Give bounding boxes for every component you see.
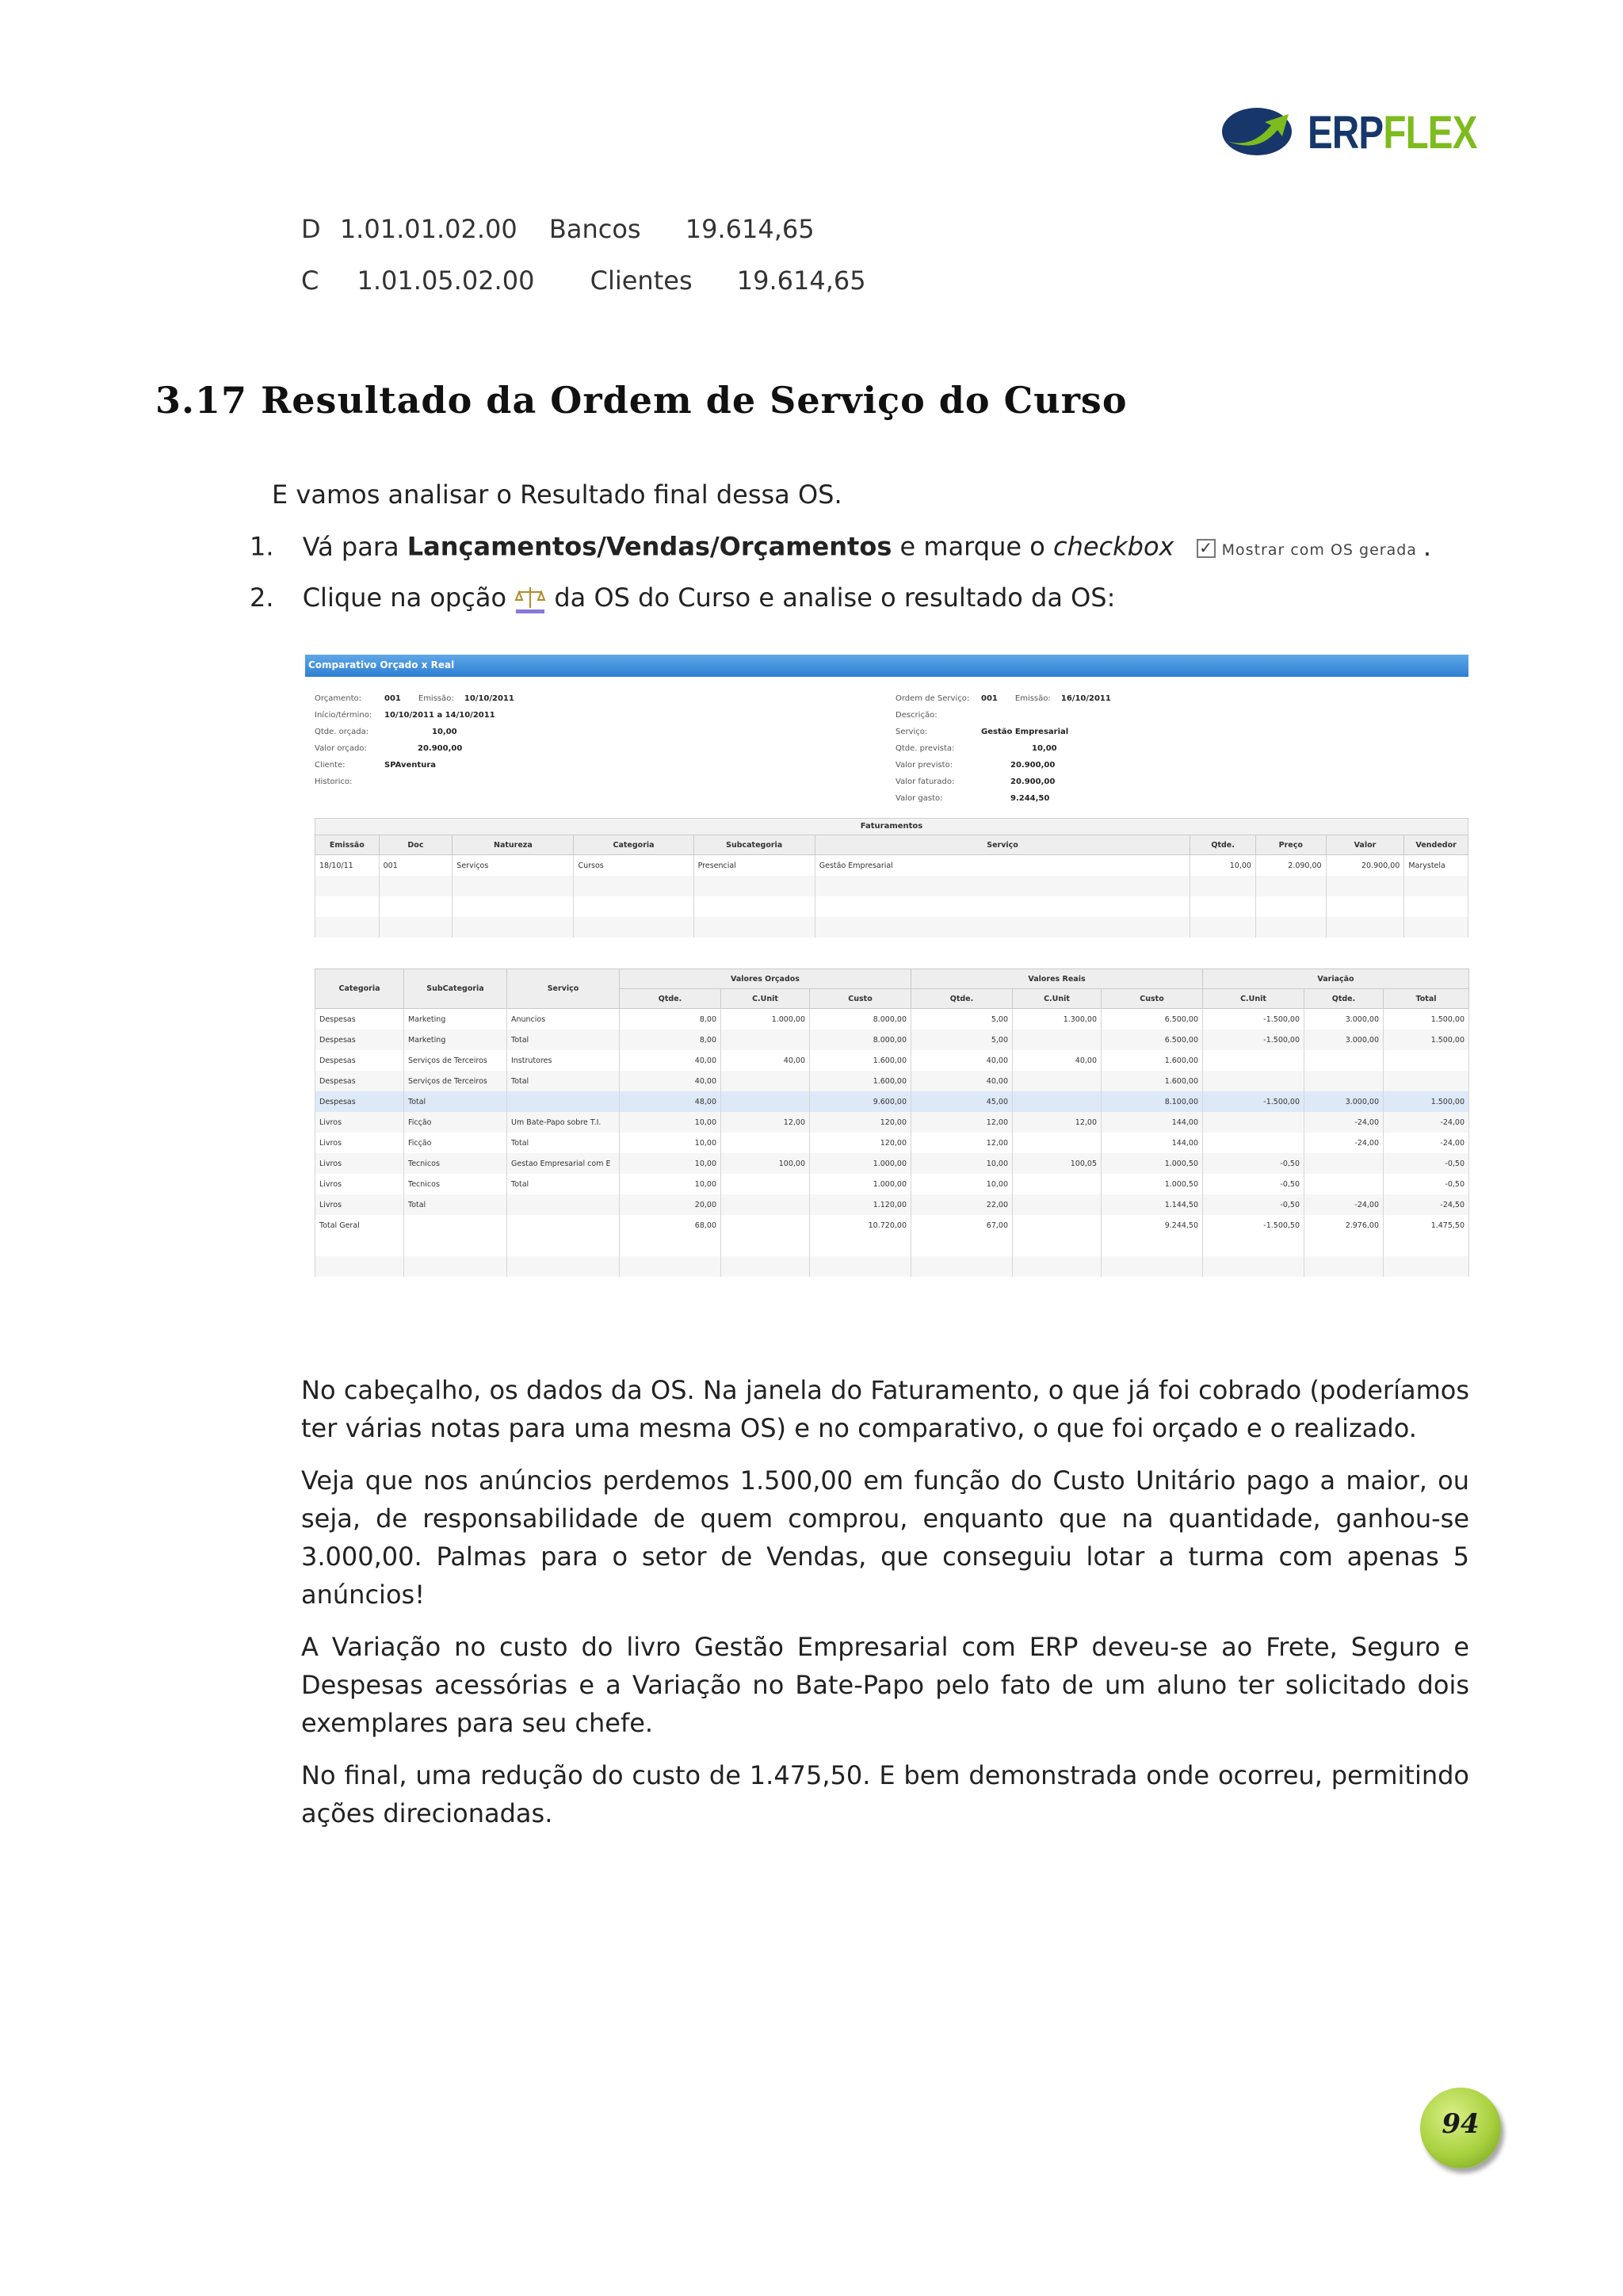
service-order-header: Ordem de Serviço: 001 Emissão: 16/10/2011 Descrição: Serviço: Gestão Empresarial Qtde. prevista: 10,00 Valor previsto: 20.900,00 Valor faturado: 20.900,00 Valor gasto: 9.244,50 — [896, 694, 1111, 803]
checkbox-checked-icon: ✓ — [1197, 539, 1216, 558]
table-cell: 1.600,00 — [1102, 1071, 1203, 1091]
section-heading: 3.17 Resultado da Ordem de Serviço do Curso — [155, 379, 1128, 422]
table-cell: Total — [507, 1071, 620, 1091]
table-cell: -24,50 — [1384, 1194, 1469, 1215]
comparativo-screenshot — [305, 655, 1468, 1312]
table-cell — [1304, 1153, 1384, 1174]
table-cell: -1.500,50 — [1203, 1215, 1304, 1236]
swoosh-icon — [1220, 101, 1300, 159]
paragraph: A Variação no custo do livro Gestão Empresarial com ERP deveu-se ao Frete, Seguro e Despesas acessórias e a Variação no Bate-Papo pelo fato de um aluno ter solicitado dois exemplares para seu chefe. — [301, 1632, 1469, 1738]
explanation-text — [301, 1371, 1469, 1847]
table-row[interactable] — [315, 1009, 1469, 1030]
logo-wordmark: ERPFLEX — [1308, 107, 1477, 159]
table-cell: 1.600,00 — [810, 1050, 911, 1071]
table-cell: 1.000,00 — [810, 1174, 911, 1194]
table-cell: 5,00 — [911, 1030, 1013, 1050]
table-cell — [1203, 1133, 1304, 1153]
column-header[interactable]: C.Unit — [1013, 989, 1102, 1009]
table-cell: 1.000,50 — [1102, 1153, 1203, 1174]
budget-header: Orçamento: 001 Emissão: 10/10/2011 Início/término: 10/10/2011 a 14/10/2011 Qtde. orçada: 10,00 Valor orçado: 20.900,00 Cliente: SPAventura Historico: — [315, 694, 514, 786]
table-cell — [404, 1215, 507, 1236]
table-cell: Total Geral — [315, 1215, 404, 1236]
empty-row — [315, 876, 1468, 896]
table-cell: 3.000,00 — [1304, 1009, 1384, 1030]
column-header[interactable]: C.Unit — [721, 989, 810, 1009]
group-header: Valores Reais — [911, 969, 1203, 989]
entry-side: D — [301, 214, 321, 244]
empty-row — [315, 917, 1468, 938]
table-cell: Serviços de Terceiros — [404, 1071, 507, 1091]
table-cell — [1384, 1071, 1469, 1091]
table-row[interactable] — [315, 1133, 1469, 1153]
table-cell: 3.000,00 — [1304, 1030, 1384, 1050]
table-cell — [1304, 1174, 1384, 1194]
table-cell: 12,00 — [911, 1133, 1013, 1153]
table-row[interactable]: 18/10/11 001 Serviços Cursos Presencial Gestão Empresarial 10,00 2.090,00 20.900,00 Marystela — [315, 855, 1468, 877]
table-cell: 9.600,00 — [810, 1091, 911, 1112]
group-header-row — [315, 969, 1469, 989]
table-cell: Ficção — [404, 1133, 507, 1153]
table-cell: 10,00 — [620, 1153, 721, 1174]
column-header[interactable]: Natureza — [453, 835, 574, 855]
table-cell: 100,05 — [1013, 1153, 1102, 1174]
table-cell: 68,00 — [620, 1215, 721, 1236]
table-cell: Despesas — [315, 1050, 404, 1071]
table-cell: -0,50 — [1384, 1153, 1469, 1174]
table-cell: Livros — [315, 1112, 404, 1133]
table-cell: 48,00 — [620, 1091, 721, 1112]
table-cell: 1.475,50 — [1384, 1215, 1469, 1236]
table-cell: 1.000,50 — [1102, 1174, 1203, 1194]
table-cell: 1.500,00 — [1384, 1009, 1469, 1030]
comparativo-table — [315, 968, 1469, 1277]
table-row[interactable] — [315, 1194, 1469, 1215]
table-cell: Instrutores — [507, 1050, 620, 1071]
faturamentos-header-row — [315, 835, 1468, 855]
table-row[interactable] — [315, 1215, 1469, 1236]
table-cell: Tecnicos — [404, 1174, 507, 1194]
table-cell — [1203, 1112, 1304, 1133]
table-cell: 20,00 — [620, 1194, 721, 1215]
table-cell: 144,00 — [1102, 1112, 1203, 1133]
empty-row — [315, 896, 1468, 917]
table-cell: 45,00 — [911, 1091, 1013, 1112]
column-header[interactable]: Qtde. — [911, 989, 1013, 1009]
table-cell — [721, 1071, 810, 1091]
table-cell: 1.120,00 — [810, 1194, 911, 1215]
table-cell: Marketing — [404, 1030, 507, 1050]
table-cell: Gestao Empresarial com E — [507, 1153, 620, 1174]
faturamentos-title: Faturamentos — [315, 818, 1468, 835]
table-cell — [721, 1215, 810, 1236]
table-cell: 8.000,00 — [810, 1009, 911, 1030]
table-cell: 40,00 — [620, 1050, 721, 1071]
empty-row — [315, 1236, 1469, 1256]
table-cell: 1.600,00 — [810, 1071, 911, 1091]
column-header[interactable]: Categoria — [315, 969, 404, 1009]
paragraph: No final, uma redução do custo de 1.475,50. E bem demonstrada onde ocorreu, permitindo ações direcionadas. — [301, 1760, 1469, 1828]
group-header: Variação — [1203, 969, 1469, 989]
table-cell: 8.100,00 — [1102, 1091, 1203, 1112]
table-cell: 10,00 — [911, 1153, 1013, 1174]
column-header[interactable]: Serviço — [507, 969, 620, 1009]
entry-value: 19.614,65 — [736, 266, 866, 296]
table-cell — [1304, 1050, 1384, 1071]
table-cell — [1013, 1071, 1102, 1091]
table-cell: 120,00 — [810, 1133, 911, 1153]
table-cell — [1304, 1071, 1384, 1091]
intro-text: E vamos analisar o Resultado final dessa OS. — [272, 479, 842, 510]
table-cell — [1203, 1050, 1304, 1071]
column-header[interactable]: Doc — [379, 835, 453, 855]
table-cell: 67,00 — [911, 1215, 1013, 1236]
table-cell — [1013, 1194, 1102, 1215]
table-cell: Total — [507, 1174, 620, 1194]
table-cell: 40,00 — [911, 1050, 1013, 1071]
table-cell: Serviços de Terceiros — [404, 1050, 507, 1071]
table-cell: Total — [404, 1091, 507, 1112]
entry-value: 19.614,65 — [685, 214, 815, 244]
table-cell: 40,00 — [721, 1050, 810, 1071]
column-header[interactable]: Valor — [1326, 835, 1404, 855]
table-cell: 6.500,00 — [1102, 1030, 1203, 1050]
table-row[interactable] — [315, 1174, 1469, 1194]
table-cell: 10,00 — [911, 1174, 1013, 1194]
table-cell: 10,00 — [620, 1133, 721, 1153]
table-cell: 3.000,00 — [1304, 1091, 1384, 1112]
entry-name: Clientes — [590, 266, 693, 296]
window-title-bar: Comparativo Orçado x Real — [305, 655, 1468, 677]
entry-account: 1.01.05.02.00 — [357, 266, 535, 296]
column-header[interactable]: Custo — [810, 989, 911, 1009]
column-header[interactable]: Total — [1384, 989, 1469, 1009]
table-cell: 10,00 — [620, 1174, 721, 1194]
table-cell: Livros — [315, 1153, 404, 1174]
table-cell: 1.144,50 — [1102, 1194, 1203, 1215]
step-number: 1. — [250, 531, 274, 562]
entry-account: 1.01.01.02.00 — [339, 214, 517, 244]
page-number-badge — [1420, 2088, 1501, 2168]
group-header: Valores Orçados — [620, 969, 911, 989]
table-cell: Tecnicos — [404, 1153, 507, 1174]
table-cell: Despesas — [315, 1009, 404, 1030]
erpflex-logo — [1220, 101, 1477, 159]
table-cell: -24,00 — [1304, 1194, 1384, 1215]
table-cell: -1.500,00 — [1203, 1009, 1304, 1030]
table-cell: Total — [404, 1194, 507, 1215]
menu-path: Lançamentos/Vendas/Orçamentos — [407, 531, 892, 562]
table-cell: Despesas — [315, 1091, 404, 1112]
step-1: 1. Vá para Lançamentos/Vendas/Orçamentos e marque o checkbox ✓ Mostrar com OS gerada . — [250, 527, 1431, 569]
table-cell: -1.500,00 — [1203, 1091, 1304, 1112]
table-cell — [1013, 1091, 1102, 1112]
table-cell — [1013, 1030, 1102, 1050]
table-cell: Ficção — [404, 1112, 507, 1133]
table-cell: 12,00 — [911, 1112, 1013, 1133]
ledger-entry-credit — [301, 266, 866, 296]
table-cell — [721, 1194, 810, 1215]
table-cell: 6.500,00 — [1102, 1009, 1203, 1030]
entry-side: C — [301, 266, 319, 296]
table-cell: Despesas — [315, 1030, 404, 1050]
table-cell — [721, 1133, 810, 1153]
column-header[interactable]: Qtde. — [1190, 835, 1256, 855]
table-cell: 8,00 — [620, 1030, 721, 1050]
table-cell: 144,00 — [1102, 1133, 1203, 1153]
column-header[interactable]: Subcategoria — [693, 835, 815, 855]
table-cell: Anuncios — [507, 1009, 620, 1030]
table-cell: 2.976,00 — [1304, 1215, 1384, 1236]
table-cell — [1013, 1174, 1102, 1194]
table-cell: 5,00 — [911, 1009, 1013, 1030]
table-cell: 22,00 — [911, 1194, 1013, 1215]
empty-row — [315, 1256, 1469, 1277]
table-cell: 40,00 — [1013, 1050, 1102, 1071]
table-cell: 1.500,00 — [1384, 1091, 1469, 1112]
faturamentos-table — [315, 835, 1468, 938]
table-row[interactable] — [315, 1112, 1469, 1133]
table-cell: -24,00 — [1304, 1112, 1384, 1133]
table-cell — [721, 1091, 810, 1112]
table-cell — [1384, 1050, 1469, 1071]
table-cell: Marketing — [404, 1009, 507, 1030]
step-2: 2. Clique na opção da OS do Curso e analise o resultado da OS: — [250, 583, 1116, 613]
table-cell: 1.000,00 — [721, 1009, 810, 1030]
table-row[interactable] — [315, 1050, 1469, 1071]
table-cell: 10,00 — [620, 1112, 721, 1133]
table-cell — [721, 1030, 810, 1050]
table-cell: Livros — [315, 1174, 404, 1194]
table-cell: 120,00 — [810, 1112, 911, 1133]
table-cell: 12,00 — [1013, 1112, 1102, 1133]
table-cell: 1.000,00 — [810, 1153, 911, 1174]
entry-name: Bancos — [548, 214, 641, 244]
table-cell: Livros — [315, 1133, 404, 1153]
table-cell: -0,50 — [1203, 1194, 1304, 1215]
comparativo-option-icon[interactable] — [514, 584, 546, 614]
table-cell — [507, 1194, 620, 1215]
table-cell: Um Bate-Papo sobre T.I. — [507, 1112, 620, 1133]
table-cell: -24,00 — [1304, 1133, 1384, 1153]
ledger-entry-debit — [301, 214, 815, 244]
table-cell: 10.720,00 — [810, 1215, 911, 1236]
table-cell: -0,50 — [1384, 1174, 1469, 1194]
table-row[interactable] — [315, 1071, 1469, 1091]
column-header[interactable]: Preço — [1255, 835, 1326, 855]
table-cell: Livros — [315, 1194, 404, 1215]
column-header[interactable]: Qtde. — [620, 989, 721, 1009]
table-cell: -0,50 — [1203, 1153, 1304, 1174]
table-cell — [1013, 1133, 1102, 1153]
os-gerada-checkbox[interactable]: ✓ Mostrar com OS gerada — [1197, 527, 1417, 569]
table-cell — [507, 1091, 620, 1112]
paragraph: Veja que nos anúncios perdemos 1.500,00 em função do Custo Unitário pago a maior, ou seja, de responsabilidade de quem comprou, enquanto que na quantidade, ganhou-se 3.000,00. Palmas para o setor de Vendas, que conseguiu lotar a turma com apenas 5 anúncios! — [301, 1465, 1469, 1610]
table-cell: 40,00 — [620, 1071, 721, 1091]
column-header[interactable]: Emissão — [315, 835, 380, 855]
table-cell: 8,00 — [620, 1009, 721, 1030]
table-cell: Despesas — [315, 1071, 404, 1091]
column-header[interactable]: Categoria — [574, 835, 693, 855]
paragraph: No cabeçalho, os dados da OS. Na janela do Faturamento, o que já foi cobrado (poderíamos ter várias notas para uma mesma OS) e no comparativo, o que foi orçado e o realizado. — [301, 1375, 1469, 1443]
table-cell: 9.244,50 — [1102, 1215, 1203, 1236]
column-header[interactable]: SubCategoria — [404, 969, 507, 1009]
column-header[interactable]: Serviço — [815, 835, 1190, 855]
table-cell: -24,00 — [1384, 1112, 1469, 1133]
column-header[interactable]: Qtde. — [1304, 989, 1384, 1009]
step-number: 2. — [250, 583, 274, 613]
table-cell: 100,00 — [721, 1153, 810, 1174]
page-number: 94 — [1442, 2108, 1480, 2140]
table-cell — [721, 1174, 810, 1194]
table-cell: 1.300,00 — [1013, 1009, 1102, 1030]
table-cell: 1.500,00 — [1384, 1030, 1469, 1050]
table-row[interactable] — [315, 1030, 1469, 1050]
table-row[interactable] — [315, 1153, 1469, 1174]
table-cell: -1.500,00 — [1203, 1030, 1304, 1050]
table-cell: Total — [507, 1133, 620, 1153]
table-cell: -0,50 — [1203, 1174, 1304, 1194]
table-cell: 40,00 — [911, 1071, 1013, 1091]
table-cell: -24,00 — [1384, 1133, 1469, 1153]
table-cell: 12,00 — [721, 1112, 810, 1133]
table-cell — [507, 1215, 620, 1236]
table-cell: 1.600,00 — [1102, 1050, 1203, 1071]
table-cell — [1013, 1215, 1102, 1236]
column-header[interactable]: Vendedor — [1404, 835, 1468, 855]
table-cell: Total — [507, 1030, 620, 1050]
column-header[interactable]: Custo — [1102, 989, 1203, 1009]
table-cell — [1203, 1071, 1304, 1091]
column-header[interactable]: C.Unit — [1203, 989, 1304, 1009]
table-row[interactable] — [315, 1091, 1469, 1112]
table-cell: 8.000,00 — [810, 1030, 911, 1050]
